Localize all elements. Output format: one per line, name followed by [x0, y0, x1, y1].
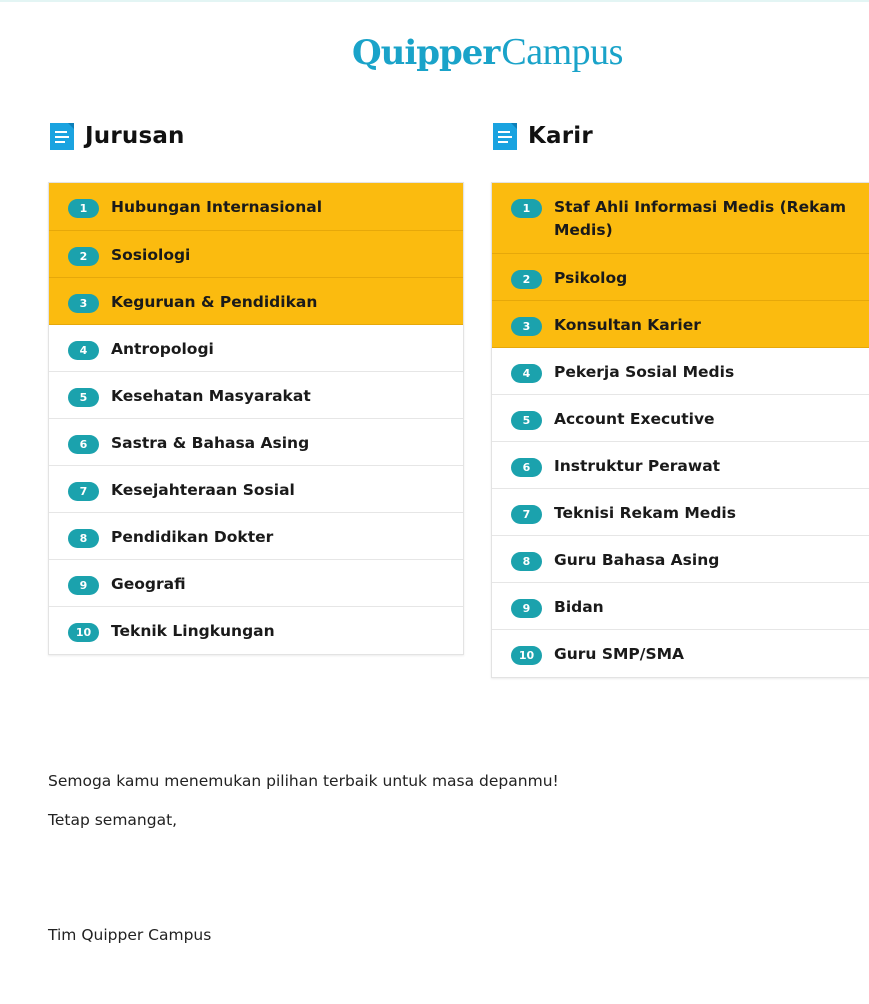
rank-badge: 9 [68, 576, 99, 595]
rank-badge: 3 [68, 294, 99, 313]
rank-badge: 4 [511, 364, 542, 383]
karir-item-4[interactable] [492, 348, 869, 395]
karir-item-7[interactable] [492, 489, 869, 536]
jurusan-item-4[interactable] [49, 325, 463, 372]
rank-badge: 4 [68, 341, 99, 360]
jurusan-item-3[interactable] [49, 278, 463, 325]
item-label: Kesehatan Masyarakat [111, 387, 311, 405]
karir-item-6[interactable] [492, 442, 869, 489]
jurusan-item-8[interactable] [49, 513, 463, 560]
karir-list [491, 182, 869, 678]
rank-badge: 8 [511, 552, 542, 571]
karir-item-9[interactable] [492, 583, 869, 630]
item-label: Bidan [554, 598, 604, 616]
karir-item-5[interactable] [492, 395, 869, 442]
jurusan-section [48, 120, 323, 640]
item-label: Guru SMP/SMA [554, 645, 685, 663]
rank-badge: 6 [511, 458, 542, 477]
jurusan-item-5[interactable] [49, 372, 463, 419]
item-label: Konsultan Karier [554, 316, 701, 334]
logo-text-quipper: Quipper [352, 33, 500, 73]
item-label: Pekerja Sosial Medis [554, 363, 735, 381]
jurusan-item-10[interactable] [49, 607, 463, 654]
item-label: Guru Bahasa Asing [554, 551, 720, 569]
item-label: Teknisi Rekam Medis [554, 504, 736, 522]
rank-badge: 1 [68, 199, 99, 218]
rank-badge: 3 [511, 317, 542, 336]
karir-item-8[interactable] [492, 536, 869, 583]
karir-title: Karir [528, 123, 593, 149]
jurusan-item-1[interactable] [49, 183, 463, 231]
item-label: Teknik Lingkungan [111, 622, 275, 640]
rank-badge: 9 [511, 599, 542, 618]
rank-badge: 7 [68, 482, 99, 501]
karir-heading [491, 120, 593, 152]
document-icon [48, 121, 78, 151]
item-label: Hubungan Internasional [111, 198, 323, 216]
karir-item-3[interactable] [492, 301, 869, 348]
karir-item-10[interactable] [492, 630, 869, 677]
quipper-campus-logo[interactable] [352, 30, 623, 76]
jurusan-list [48, 182, 464, 655]
item-label: Account Executive [554, 410, 715, 428]
jurusan-item-9[interactable] [49, 560, 463, 607]
item-label: Geografi [111, 575, 186, 593]
karir-item-1[interactable] [492, 183, 869, 254]
rank-badge: 8 [68, 529, 99, 548]
karir-item-2[interactable] [492, 254, 869, 301]
logo-text-campus: Campus [501, 31, 623, 73]
rank-badge: 6 [68, 435, 99, 454]
jurusan-item-6[interactable] [49, 419, 463, 466]
item-label: Antropologi [111, 340, 214, 358]
item-label: Kesejahteraan Sosial [111, 481, 295, 499]
rank-badge: 7 [511, 505, 542, 524]
item-label: Pendidikan Dokter [111, 528, 274, 546]
rank-badge: 10 [511, 646, 542, 665]
jurusan-item-2[interactable] [49, 231, 463, 278]
item-label: Staf Ahli Informasi Medis (Rekam Medis) [554, 198, 847, 239]
rank-badge: 5 [511, 411, 542, 430]
closing-message: Semoga kamu menemukan pilihan terbaik untuk masa depanmu! [48, 772, 559, 790]
item-label: Keguruan & Pendidikan [111, 293, 318, 311]
rank-badge: 2 [511, 270, 542, 289]
closing-greeting: Tetap semangat, [48, 811, 178, 829]
jurusan-title: Jurusan [85, 123, 185, 149]
karir-section [491, 120, 847, 663]
rank-badge: 1 [511, 199, 542, 218]
document-icon [491, 121, 521, 151]
rank-badge: 10 [68, 623, 99, 642]
jurusan-heading [48, 120, 185, 152]
rank-badge: 2 [68, 247, 99, 266]
item-label: Sastra & Bahasa Asing [111, 434, 310, 452]
top-divider [0, 0, 869, 2]
rank-badge: 5 [68, 388, 99, 407]
item-label: Instruktur Perawat [554, 457, 721, 475]
jurusan-item-7[interactable] [49, 466, 463, 513]
item-label: Psikolog [554, 269, 628, 287]
signature: Tim Quipper Campus [48, 926, 212, 944]
item-label: Sosiologi [111, 246, 191, 264]
